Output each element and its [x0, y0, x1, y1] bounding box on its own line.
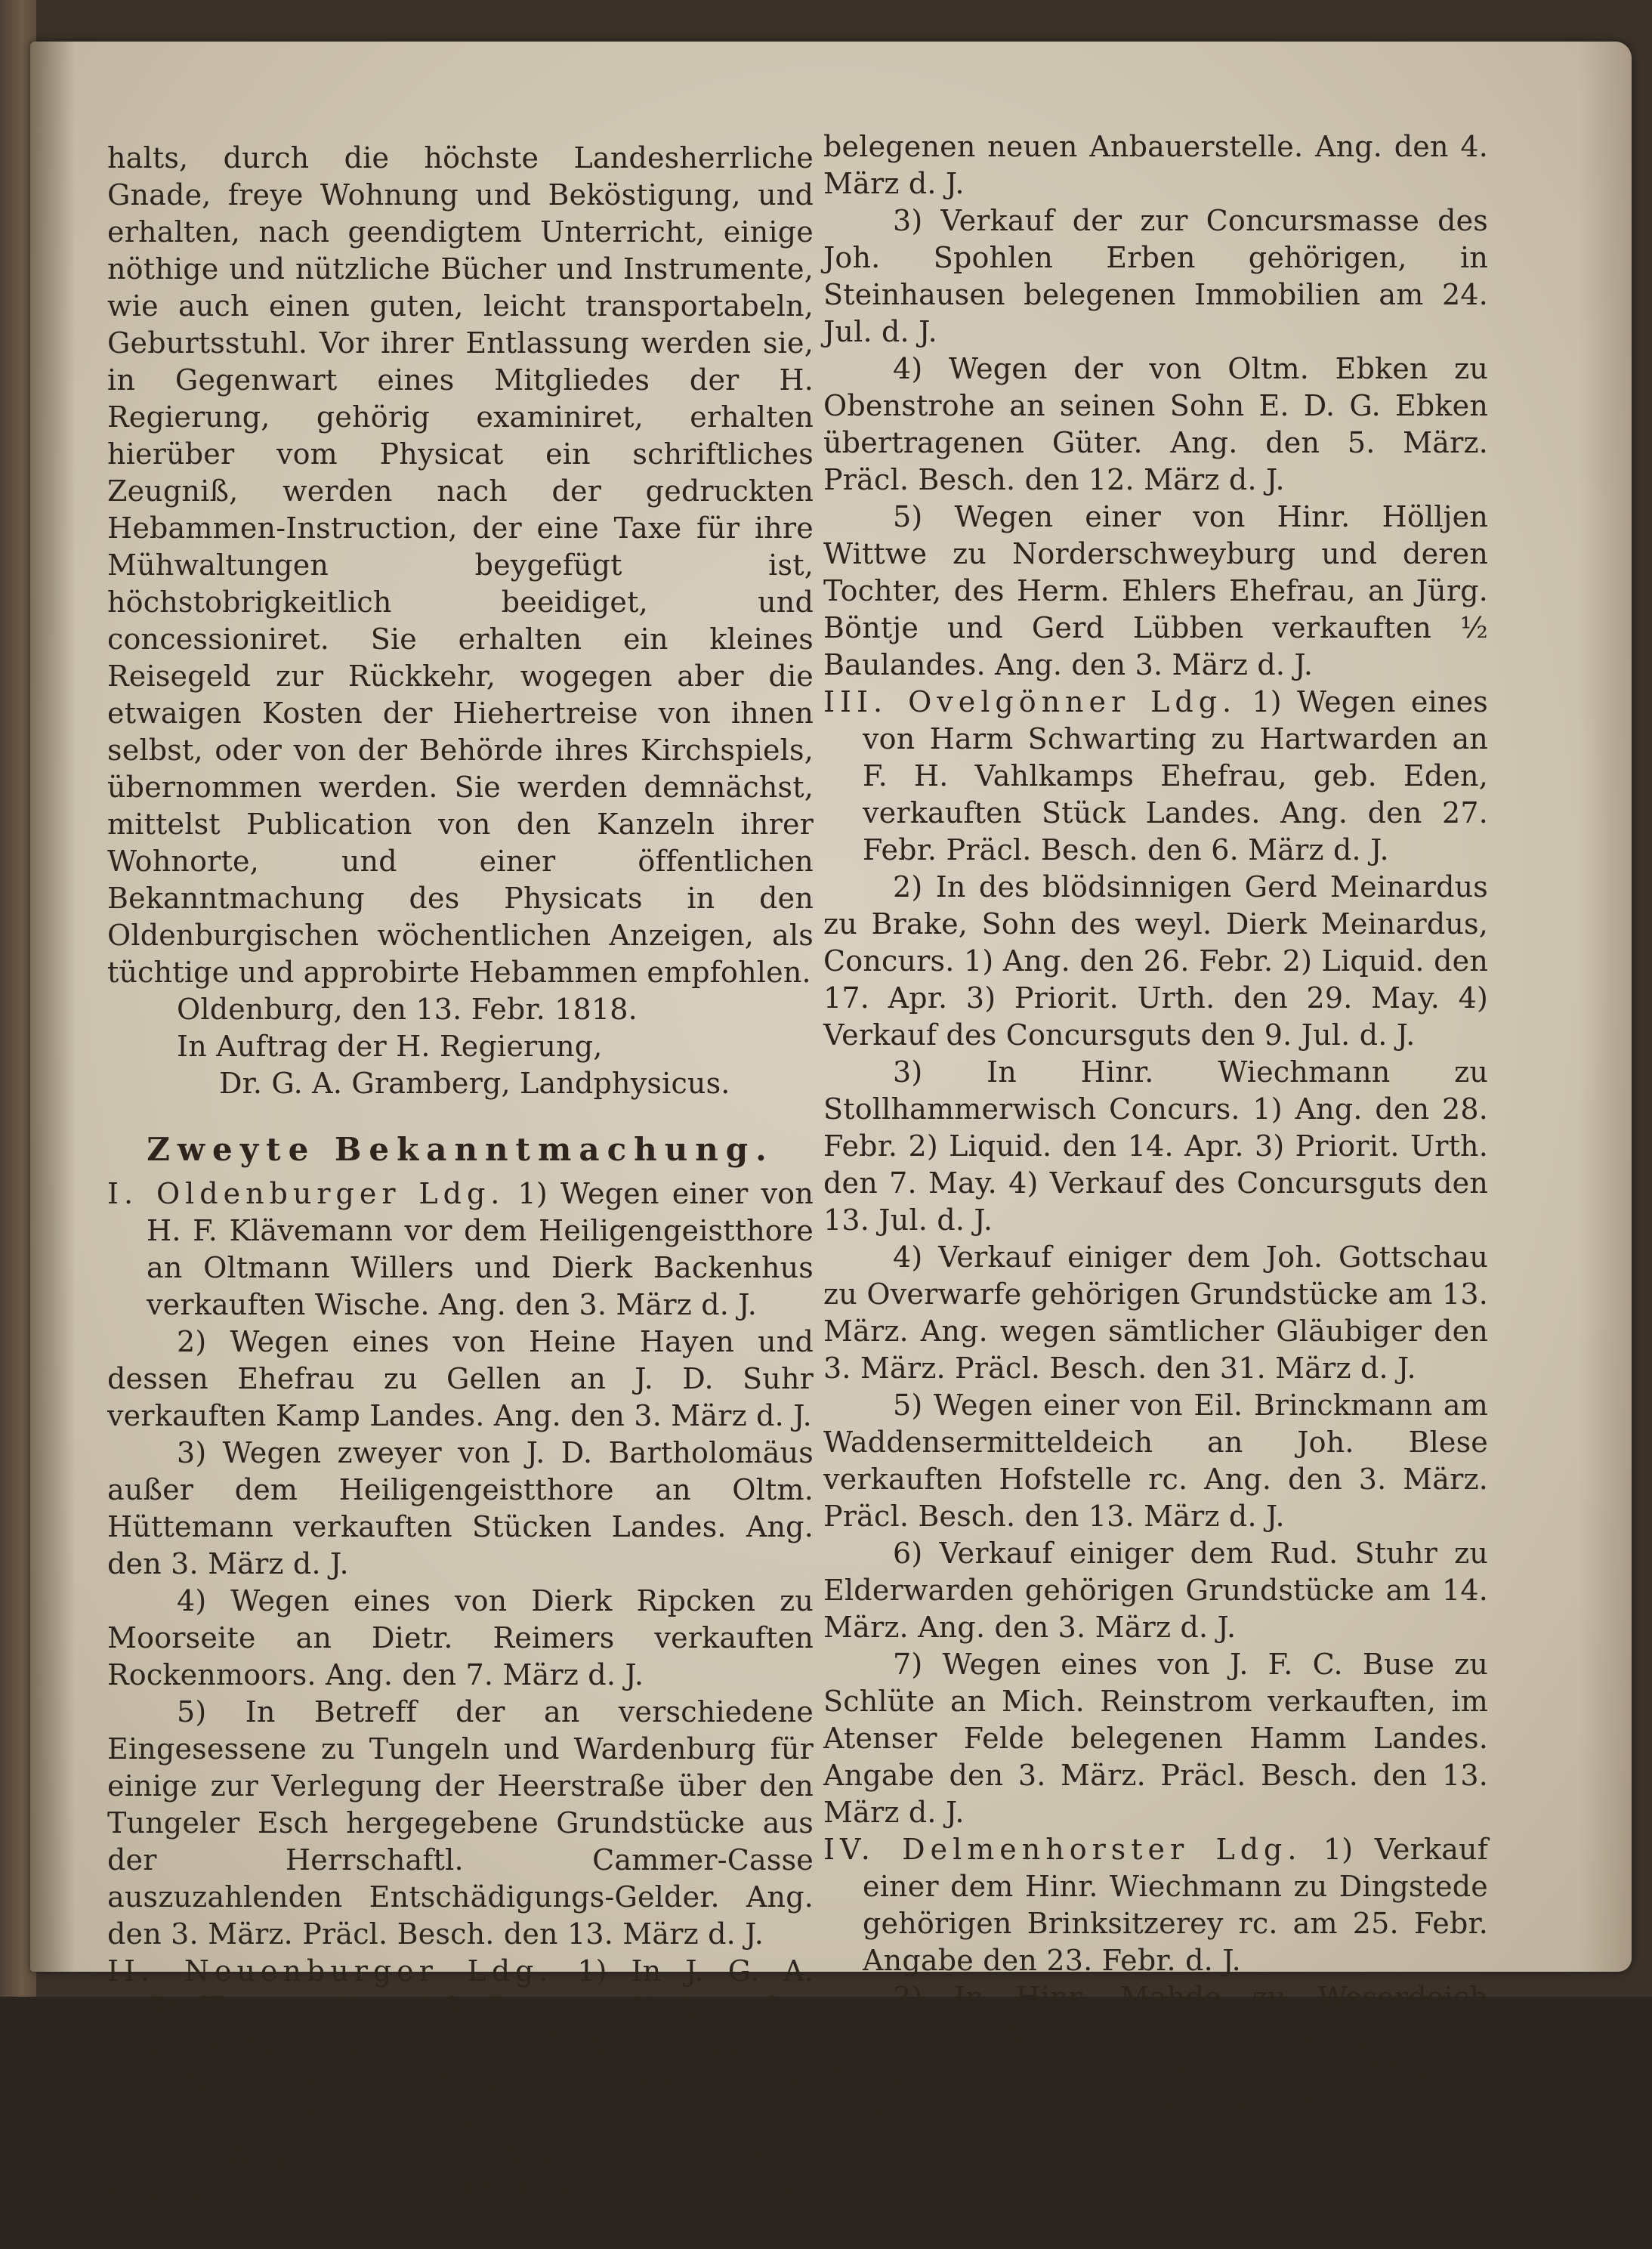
notice-entry [107, 1175, 814, 1324]
place-date: Oldenburg, den 13. Febr. 1818. [177, 993, 638, 1026]
district-label: I. Oldenburger Ldg. [107, 1177, 505, 1210]
notice-item: 5) In Betreff der an verschiedene Eingesessene zu Tungeln und Wardenburg für einige zur Verlegung der Heerstraße über den Tungeler Esch hergegebene Grundstücke aus der Herrschaftl. Cammer-Casse auszuzahlenden Entschädigungs-Gelder. Ang. den 3. März. Präcl. Besch. den 13. März d. J. [107, 1695, 814, 1951]
notice-item: 3) Wegen zweyer von J. D. Bartholomäus außer dem Heiligengeistthore an Oltm. Hüttemann verkauften Stücken Landes. Ang. den 3. März d. J. [107, 1436, 814, 1580]
signature-line-1: In Auftrag der H. Regierung, [177, 1030, 603, 1063]
notice-item: 2) Wegen einer von Alb. Albers an Hinr. Feldtange und dessen Ehefrau verkauften, zu Seestede [107, 2139, 814, 2247]
notice-entry [823, 684, 1488, 869]
page-edge-shadow [1579, 42, 1632, 1972]
notice-continuation: belegenen neuen Anbauerstelle. Ang. den 4. März d. J. [823, 130, 1488, 200]
notice-item: 7) Wegen eines von J. F. C. Buse zu Schlüte an Mich. Reinstrom verkauften, im Atenser Felde belegenen Hamm Landes. Angabe den 3. März. Präcl. Besch. den 13. März d. J. [823, 1648, 1488, 1829]
notice-entry [107, 1953, 814, 2138]
district-label: III. Ovelgönner Ldg. [823, 685, 1237, 718]
district-label: II. Neuenburger Ldg. [107, 1954, 554, 1988]
page-gutter-shadow [30, 42, 76, 1972]
notice-item: 1) Verkauf einer dem Hinr. Wiechmann zu Dingstede gehörigen Brinksitzerey rc. am 25. Febr. Angabe den 23. Febr. d. J. [863, 1833, 1488, 1977]
notice-item: 1) In J. G. A. Steffken zu Hauwiek Concurs. 1) Ang. den 26. Febr. 2) Liquid. den 7. Apr. 3) Priorit. Urth. den 18. May. 4) Verkauf des Concursguts den 2. Jul. d. J. [147, 1954, 814, 2136]
notice-item: 5) Wegen einer von Eil. Brinckmann am Waddensermitteldeich an Joh. Blese verkauften Hofstelle rc. Ang. den 3. März. Präcl. Besch. den 13. März d. J. [823, 1389, 1488, 1533]
notice-item: 4) Wegen eines von Dierk Ripcken zu Moorseite an Dietr. Reimers verkauften Rockenmoors. Ang. den 7. März d. J. [107, 1584, 814, 1691]
notice-item: 3) Verkauf der zur Concursmasse des Joh. Spohlen Erben gehörigen, in Steinhausen belegenen Immobilien am 24. Jul. d. J. [823, 204, 1488, 348]
section-heading: Zweyte Bekanntmachung. [147, 1131, 774, 1168]
right-column [823, 128, 1488, 2127]
signature-line-2: Dr. G. A. Gramberg, Landphysicus. [219, 1067, 730, 1100]
notice-entry [823, 1831, 1488, 1979]
notice-item: 4) Verkauf einiger dem Joh. Gottschau zu Overwarfe gehörigen Grundstücke am 13. März. Ang. wegen sämtlicher Gläubiger den 3. März. Präcl. Besch. den 31. März d. J. [823, 1240, 1488, 1385]
notice-item: 1) Wegen einer von H. F. Klävemann vor dem Heiligengeistthore an Oltmann Willers und Dierk Backenhus verkauften Wische. Ang. den 3. März d. J. [147, 1177, 814, 1321]
notice-item: 2) In Hinr. Mahde zu Weserdeich Concurs. 1) Ang. den 25. Febr. 2) Liquid. den 9. Apr. 3) Priorit. Urth. den 20. May. 4) Verkauf des Concursguts den 3. Jul. d. J. [823, 1981, 1488, 2125]
notice-item: 6) Verkauf einiger dem Rud. Stuhr zu Elderwarden gehörigen Grundstücke am 14. März. Ang. den 3. März d. J. [823, 1537, 1488, 1644]
notice-item: 2) In des blödsinnigen Gerd Meinardus zu Brake, Sohn des weyl. Dierk Meinardus, Concurs. 1) Ang. den 26. Febr. 2) Liquid. den 17. Apr. 3) Priorit. Urth. den 29. May. 4) Verkauf des Concursguts den 9. Jul. d. J. [823, 870, 1488, 1052]
district-label: IV. Delmenhorster Ldg. [823, 1833, 1302, 1866]
notice-item: 2) Wegen eines von Heine Hayen und dessen Ehefrau zu Gellen an J. D. Suhr verkauften Kamp Landes. Ang. den 3. März d. J. [107, 1325, 814, 1432]
notice-item: 5) Wegen einer von Hinr. Hölljen Wittwe zu Norderschweyburg und deren Tochter, des Herm. Ehlers Ehefrau, an Jürg. Böntje und Gerd Lübben verkauften ½ Baulandes. Ang. den 3. März d. J. [823, 500, 1488, 681]
notice-item: 3) In Hinr. Wiechmann zu Stollhammerwisch Concurs. 1) Ang. den 28. Febr. 2) Liquid. den 14. Apr. 3) Priorit. Urth. den 7. May. 4) Verkauf des Concursguts den 13. Jul. d. J. [823, 1055, 1488, 1237]
notice-item: 1) Wegen eines von Harm Schwarting zu Hartwarden an F. H. Vahlkamps Ehefrau, geb. Eden, verkauften Stück Landes. Ang. den 27. Febr. Präcl. Besch. den 6. März d. J. [863, 685, 1488, 867]
left-column [107, 140, 814, 2249]
paragraph-midwife-training: halts, durch die höchste Landesherrliche Gnade, freye Wohnung und Beköstigung, und erhalten, nach geendigtem Unterricht, einige nöthige und nützliche Bücher und Instrumente, wie auch einen guten, leicht transportabeln, Geburtsstuhl. Vor ihrer Entlassung werden sie, in Gegenwart eines Mitgliedes der H. Regierung, gehörig examiniret, erhalten hierüber vom Physicat ein schriftliches Zeugniß, werden nach der gedruckten Hebammen-Instruction, der eine Taxe für ihre Mühwaltungen beygefügt ist, höchstobrigkeitlich beeidiget, und concessioniret. Sie erhalten ein kleines Reisegeld zur Rückkehr, wogegen aber die etwaigen Kosten der Hiehertreise von ihnen selbst, oder von der Behörde ihres Kirchspiels, übernommen werden. Sie werden demnächst, mittelst Publication von den Kanzeln ihrer Wohnorte, und einer öffentlichen Bekanntmachung des Physicats in den Oldenburgischen wöchentlichen Anzeigen, als tüchtige und approbirte Hebammen empfohlen. [107, 141, 814, 989]
notice-item: 4) Wegen der von Oltm. Ebken zu Obenstrohe an seinen Sohn E. D. G. Ebken übertragenen Güter. Ang. den 5. März. Präcl. Besch. den 12. März d. J. [823, 352, 1488, 496]
